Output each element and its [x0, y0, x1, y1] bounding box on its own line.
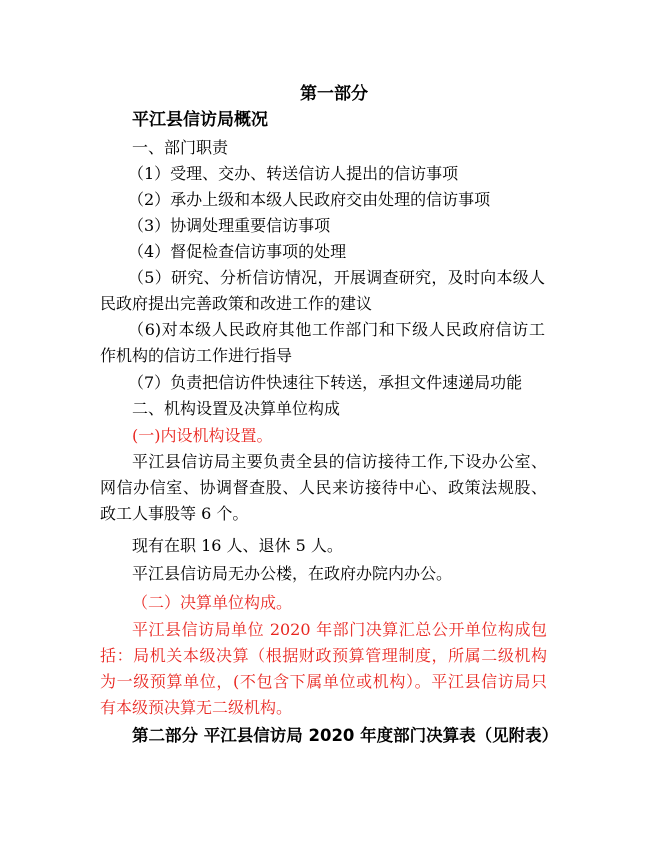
part2-title: 第二部分 平江县信访局 2020 年度部门决算表（见附表）: [132, 726, 559, 745]
internal-org-line: 网信办信室、协调督查股、人民来访接待中心、政策法规股、: [100, 478, 547, 497]
part1-title: 第一部分: [300, 84, 368, 104]
duty-item: （2）承办上级和本级人民政府交由处理的信访事项: [128, 190, 491, 209]
budget-unit-line: 括：局机关本级决算（根据财政预算管理制度，所属二级机构: [100, 646, 547, 665]
office-line: 平江县信访局无办公楼，在政府办院内办公。: [132, 564, 453, 583]
duty-item: （7）负责把信访件快速往下转送，承担文件速递局功能: [128, 373, 523, 392]
duty-item: （3）协调处理重要信访事项: [128, 216, 331, 235]
duty-item-continued: 作机构的信访工作进行指导: [100, 346, 293, 365]
budget-unit-line: 平江县信访局单位 2020 年部门决算汇总公开单位构成包: [132, 620, 547, 639]
duty-item: （5）研究、分析信访情况，开展调查研究，及时向本级人: [128, 268, 545, 287]
budget-unit-line: 为一级预算单位，(不包含下属单位或机构）。平江县信访局只: [100, 672, 547, 691]
subsection2-heading: （二）决算单位构成。: [132, 593, 293, 612]
staff-line: 现有在职 16 人、退休 5 人。: [132, 536, 343, 555]
budget-unit-line: 有本级预决算无二级机构。: [100, 698, 293, 717]
section2-heading: 二、机构设置及决算单位构成: [132, 399, 341, 418]
duty-item: （1）受理、交办、转送信访人提出的信访事项: [128, 164, 459, 183]
section1-heading: 一、部门职责: [132, 138, 229, 157]
duty-item-continued: 民政府提出完善政策和改进工作的建议: [100, 294, 373, 313]
duty-item: （4）督促检查信访事项的处理: [128, 242, 347, 261]
internal-org-line: 政工人事股等 6 个。: [100, 504, 249, 523]
duty-item: （6)对本级人民政府其他工作部门和下级人民政府信访工: [128, 320, 545, 339]
subsection1-heading: (一)内设机构设置。: [132, 426, 273, 445]
overview-title: 平江县信访局概况: [132, 110, 268, 130]
internal-org-line: 平江县信访局主要负责全县的信访接待工作,下设办公室、: [132, 452, 547, 471]
